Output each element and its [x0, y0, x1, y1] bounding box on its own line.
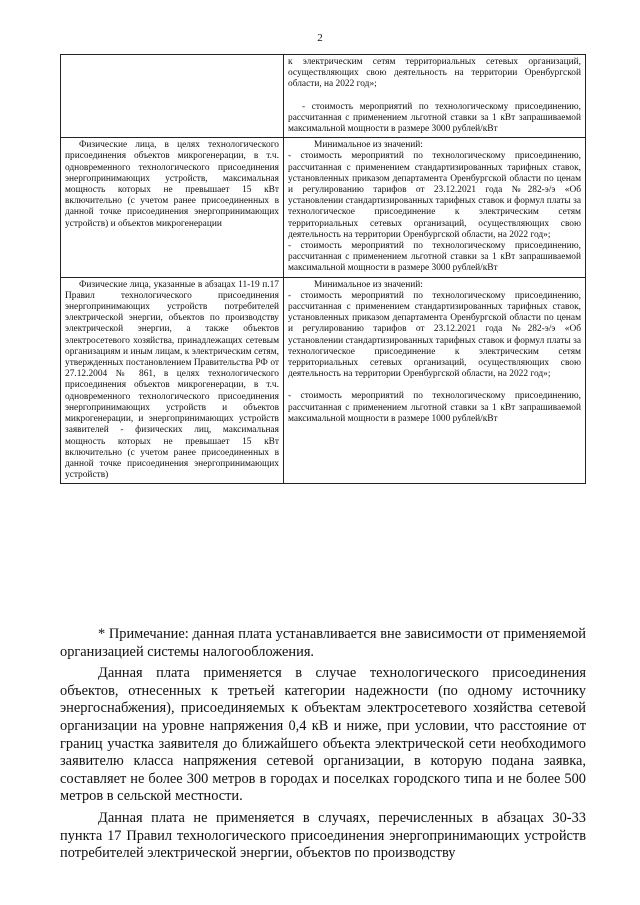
table-row: [61, 277, 586, 484]
applicant-text: Физические лица, указанные в абзацах 11-19 п.17 Правил технологического присоединения энергопринимающих устройств потребителей электрической энергии, объектов по производству электрической энергии, а также объектов электросетевого хозяйства, принадлежащих сетевым организациям и иным лицам, к электрическим сетям, утвержденных постановлением Правительства РФ от 27.12.2004 № 861, в целях технологического присоединения объектов микрогенерации, в т.ч. одновременного технологического присоединения энергопринимающих устройств и объектов микрогенерации, и энергопринимающих устройств заявителей - физических лиц, максимальная мощность которых не превышает 15 кВт включительно (с учетом ранее присоединенных в данной точке присоединения энергопринимающих устройств): [65, 279, 279, 481]
page-number: 2: [317, 32, 323, 44]
table-cell-tariff: [284, 277, 586, 484]
tariff-paragraph: - стоимость мероприятий по технологическому присоединению, рассчитанная с применением льготной ставки за 1 кВт запрашиваемой максимальной мощности в размере 3000 рублей/кВт: [288, 241, 581, 274]
tariff-paragraph: - стоимость мероприятий по технологическому присоединению, рассчитанная с применением стандартизированных тарифных ставок, установленных приказом департамента Оренбургской области по ценам и регулированию тарифов от 23.12.2021 года №282-э/э «Об установлении стандартизированных тарифных ставок и формул платы за технологическое присоединение к электрическим сетям территориальных сетевых организаций, осуществляющих свою деятельность на территории Оренбургской области, на 2022 год»;: [288, 151, 581, 240]
tariff-paragraph: к электрическим сетям территориальных сетевых организаций, осуществляющих свою деятельность на территории Оренбургской области, на 2022 год»;: [288, 57, 581, 90]
table-row: [61, 138, 586, 277]
footnote: * Примечание: данная плата устанавливается вне зависимости от применяемой организацией системы налогообложения.: [60, 626, 586, 660]
table-cell-tariff: [284, 55, 586, 138]
table-row: [61, 55, 586, 138]
table-cell-tariff: [284, 138, 586, 277]
table-cell-applicant: [61, 277, 284, 484]
body-text: [60, 626, 586, 863]
tariff-table: [60, 54, 586, 484]
tariff-paragraph: - стоимость мероприятий по технологическому присоединению, рассчитанная с применением льготной ставки за 1 кВт запрашиваемой максимальной мощности в размере 1000 рублей/кВт: [288, 391, 581, 424]
tariff-heading: Минимальное из значений:: [314, 279, 423, 290]
applicant-text: Физические лица, в целях технологического присоединения объектов микрогенерации, в т.ч. одновременного технологического присоединения энергопринимающих устройств, максимальная мощность которых не превышает 15 кВт включительно (с учетом ранее присоединенных в данной точке присоединения энергопринимающих устройств) и объектов микрогенерации: [65, 140, 279, 229]
paragraph: Данная плата применяется в случае технологического присоединения объектов, отнесенных к третьей категории надежности (по одному источнику энергоснабжения), присоединяемых к объектам электросетевого хозяйства сетевой организации на уровне напряжения 0,4 кВ и ниже, при условии, что расстояние от границ участка заявителя до ближайшего объекта электрической сети необходимого заявителю класса напряжения сетевой организации, в которую подана заявка, составляет не более 300 метров в городах и поселках городского типа и не более 500 метров в сельской местности.: [60, 665, 586, 805]
tariff-paragraph: - стоимость мероприятий по технологическому присоединению, рассчитанная с применением льготной ставки за 1 кВт запрашиваемой максимальной мощности в размере 3000 рублей/кВт: [288, 101, 581, 135]
paragraph: Данная плата не применяется в случаях, перечисленных в абзацах 30-33 пункта 17 Правил технологического присоединения энергопринимающих устройств потребителей электрической энергии, объектов по производству: [60, 809, 586, 862]
table-cell-applicant: [61, 55, 284, 138]
tariff-heading: Минимальное из значений:: [314, 140, 423, 151]
table-cell-applicant: [61, 138, 284, 277]
tariff-paragraph: - стоимость мероприятий по технологическому присоединению, рассчитанная с применением стандартизированных тарифных ставок, установленных приказом департамента Оренбургской области по ценам и регулированию тарифов от 23.12.2021 года №282-э/э «Об установлении стандартизированных тарифных ставок и формул платы за технологическое присоединение к электрическим сетям территориальных сетевых организаций, осуществляющих свою деятельность на территории Оренбургской области, на 2022 год»;: [288, 290, 581, 380]
